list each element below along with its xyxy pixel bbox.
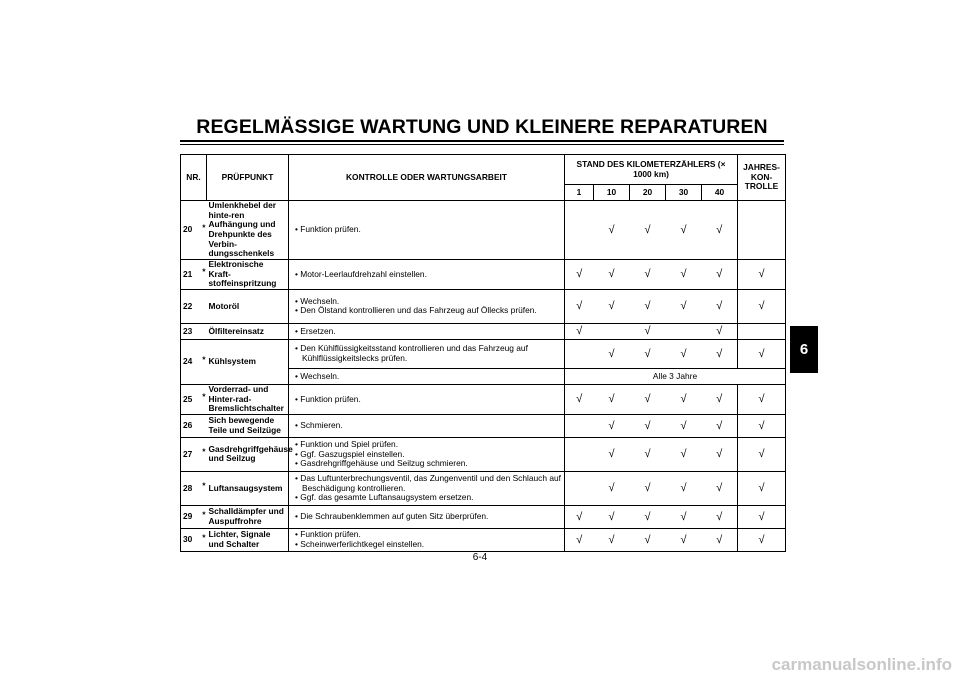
asterisk-mark: *: [202, 392, 206, 403]
table-row: [181, 339, 786, 368]
jahres-cell: √: [738, 289, 786, 323]
task-item: • Den Kühlflüssigkeitsstand kontrollieren und das Fahrzeug auf Kühlflüssigkeitslecks prüfen.: [295, 344, 561, 363]
title-rule-thin: [180, 144, 784, 145]
watermark: carmanualsonline.info: [771, 655, 952, 674]
table-row: [181, 437, 786, 471]
row-tasks: [289, 368, 565, 384]
check-cell: √: [594, 259, 630, 289]
check-cell: √: [666, 201, 702, 260]
row-pruefpunkt: Schalldämpfer und Auspuffrohre: [207, 505, 289, 528]
row-number-text: 30: [183, 534, 193, 545]
row-tasks: [289, 505, 565, 528]
row-number: [181, 201, 207, 260]
row-number-text: 23: [183, 325, 193, 336]
check-cell: [666, 323, 702, 339]
check-cell: √: [666, 339, 702, 368]
row-tasks: [289, 471, 565, 505]
check-cell: √: [666, 414, 702, 437]
task-item: • Schmieren.: [295, 421, 561, 431]
jahres-cell: [738, 201, 786, 260]
row-pruefpunkt: Gasdrehgriffgehäuse und Seilzug: [207, 437, 289, 471]
row-tasks: [289, 289, 565, 323]
asterisk-mark: *: [202, 267, 206, 278]
row-number: [181, 339, 207, 384]
row-pruefpunkt: Vorderrad- und Hinter-rad-Bremslichtschalter: [207, 384, 289, 414]
check-cell: √: [666, 471, 702, 505]
row-pruefpunkt: Kühlsystem: [207, 339, 289, 384]
asterisk-mark: *: [202, 509, 206, 520]
jahres-cell: √: [738, 259, 786, 289]
row-number: [181, 414, 207, 437]
check-cell: √: [594, 384, 630, 414]
check-cell: √: [630, 201, 666, 260]
check-cell: √: [630, 414, 666, 437]
check-cell: √: [666, 437, 702, 471]
check-cell: √: [630, 505, 666, 528]
header-pruefpunkt: PRÜFPUNKT: [207, 155, 289, 201]
header-km: 10: [594, 185, 630, 201]
check-cell: [565, 339, 594, 368]
task-item: • Wechseln.: [295, 297, 561, 307]
check-cell: √: [630, 339, 666, 368]
check-cell: √: [702, 289, 738, 323]
header-kontrolle: KONTROLLE ODER WARTUNGSARBEIT: [289, 155, 565, 201]
header-km: 40: [702, 185, 738, 201]
task-item: • Das Luftunterbrechungsventil, das Zungenventil und den Schlauch auf Beschädigung kontrollieren.: [295, 474, 561, 493]
check-cell: √: [702, 414, 738, 437]
check-cell: √: [666, 528, 702, 551]
row-number-text: 26: [183, 420, 193, 431]
jahres-cell: [738, 323, 786, 339]
check-cell: √: [594, 339, 630, 368]
row-number-text: 25: [183, 393, 193, 404]
row-number: [181, 259, 207, 289]
check-cell: √: [630, 323, 666, 339]
check-cell: √: [594, 528, 630, 551]
asterisk-mark: *: [202, 481, 206, 492]
header-km: 20: [630, 185, 666, 201]
task-item: • Gasdrehgriffgehäuse und Seilzug schmieren.: [295, 459, 561, 469]
task-item: • Ggf. das gesamte Luftansaugsystem ersetzen.: [295, 493, 561, 503]
check-cell: √: [594, 471, 630, 505]
header-stand: STAND DES KILOMETERZÄHLERS (× 1000 km): [565, 155, 738, 185]
check-cell: √: [702, 259, 738, 289]
check-cell: √: [565, 323, 594, 339]
interval-cell: Alle 3 Jahre: [565, 368, 786, 384]
maintenance-table: [180, 154, 786, 552]
check-cell: [565, 437, 594, 471]
row-tasks: [289, 201, 565, 260]
check-cell: √: [702, 384, 738, 414]
page-title: REGELMÄSSIGE WARTUNG UND KLEINERE REPARATUREN: [196, 116, 768, 138]
table-row: [181, 471, 786, 505]
task-item: • Ersetzen.: [295, 327, 561, 337]
row-tasks: [289, 339, 565, 368]
jahres-cell: √: [738, 437, 786, 471]
check-cell: √: [666, 259, 702, 289]
check-cell: √: [594, 289, 630, 323]
task-item: • Die Schraubenklemmen auf guten Sitz überprüfen.: [295, 512, 561, 522]
check-cell: [565, 201, 594, 260]
jahres-cell: √: [738, 339, 786, 368]
check-cell: √: [702, 528, 738, 551]
task-item: • Funktion prüfen.: [295, 395, 561, 405]
row-number-text: 28: [183, 482, 193, 493]
check-cell: √: [594, 437, 630, 471]
row-pruefpunkt: Ölfiltereinsatz: [207, 323, 289, 339]
jahres-cell: √: [738, 414, 786, 437]
check-cell: √: [565, 259, 594, 289]
row-pruefpunkt: Lichter, Signale und Schalter: [207, 528, 289, 551]
asterisk-mark: *: [202, 222, 206, 233]
row-pruefpunkt: Elektronische Kraft-stoffeinspritzung: [207, 259, 289, 289]
check-cell: √: [702, 471, 738, 505]
check-cell: √: [630, 289, 666, 323]
table-row: [181, 259, 786, 289]
table-row: [181, 528, 786, 551]
row-number-text: 20: [183, 224, 193, 235]
jahres-cell: √: [738, 384, 786, 414]
row-number-text: 24: [183, 356, 193, 367]
check-cell: √: [565, 528, 594, 551]
row-tasks: [289, 323, 565, 339]
row-number-text: 29: [183, 511, 193, 522]
check-cell: √: [594, 201, 630, 260]
table-row: [181, 289, 786, 323]
row-tasks: [289, 528, 565, 551]
page-number: 6-4: [472, 552, 488, 563]
check-cell: [565, 471, 594, 505]
row-pruefpunkt: Umlenkhebel der hinte-ren Aufhängung und Drehpunkte des Verbin-dungsschenkels: [207, 201, 289, 260]
check-cell: √: [594, 414, 630, 437]
check-cell: √: [630, 437, 666, 471]
table-row: [181, 414, 786, 437]
check-cell: [565, 414, 594, 437]
row-tasks: [289, 259, 565, 289]
row-number: [181, 289, 207, 323]
asterisk-mark: *: [202, 447, 206, 458]
jahres-cell: √: [738, 528, 786, 551]
check-cell: √: [565, 505, 594, 528]
row-number: [181, 384, 207, 414]
check-cell: √: [666, 384, 702, 414]
table-row: [181, 323, 786, 339]
row-number: [181, 323, 207, 339]
task-item: • Funktion prüfen.: [295, 225, 561, 235]
task-item: • Ggf. Gaszugspiel einstellen.: [295, 450, 561, 460]
jahres-cell: √: [738, 471, 786, 505]
header-nr: NR.: [181, 155, 207, 201]
row-number: [181, 471, 207, 505]
row-tasks: [289, 414, 565, 437]
header-km: 30: [666, 185, 702, 201]
check-cell: √: [565, 384, 594, 414]
row-pruefpunkt: Motoröl: [207, 289, 289, 323]
check-cell: √: [702, 339, 738, 368]
row-number: [181, 505, 207, 528]
row-pruefpunkt: Luftansaugsystem: [207, 471, 289, 505]
check-cell: √: [594, 505, 630, 528]
row-tasks: [289, 384, 565, 414]
task-item: • Wechseln.: [295, 372, 561, 382]
task-item: • Funktion prüfen.: [295, 530, 561, 540]
check-cell: √: [666, 505, 702, 528]
check-cell: √: [666, 289, 702, 323]
check-cell: √: [630, 384, 666, 414]
asterisk-mark: *: [202, 532, 206, 543]
check-cell: √: [702, 437, 738, 471]
row-number-text: 27: [183, 448, 193, 459]
row-pruefpunkt: Sich bewegende Teile und Seilzüge: [207, 414, 289, 437]
task-item: • Scheinwerferlichtkegel einstellen.: [295, 540, 561, 550]
task-item: • Funktion und Spiel prüfen.: [295, 440, 561, 450]
row-number: [181, 528, 207, 551]
check-cell: √: [630, 528, 666, 551]
jahres-cell: √: [738, 505, 786, 528]
check-cell: √: [630, 471, 666, 505]
check-cell: √: [630, 259, 666, 289]
check-cell: √: [702, 323, 738, 339]
task-item: • Motor-Leerlaufdrehzahl einstellen.: [295, 270, 561, 280]
check-cell: √: [565, 289, 594, 323]
table-row: [181, 505, 786, 528]
chapter-tab: 6: [790, 326, 818, 373]
row-number-text: 21: [183, 268, 193, 279]
check-cell: [594, 323, 630, 339]
check-cell: √: [702, 505, 738, 528]
asterisk-mark: *: [202, 354, 206, 365]
row-tasks: [289, 437, 565, 471]
check-cell: √: [702, 201, 738, 260]
row-number: [181, 437, 207, 471]
table-row: [181, 384, 786, 414]
header-km: 1: [565, 185, 594, 201]
table-row: [181, 201, 786, 260]
task-item: • Den Ölstand kontrollieren und das Fahrzeug auf Öllecks prüfen.: [295, 306, 561, 316]
header-jahres: JAHRES-KON-TROLLE: [738, 155, 786, 201]
row-number-text: 22: [183, 300, 193, 311]
title-rule: [180, 140, 784, 142]
